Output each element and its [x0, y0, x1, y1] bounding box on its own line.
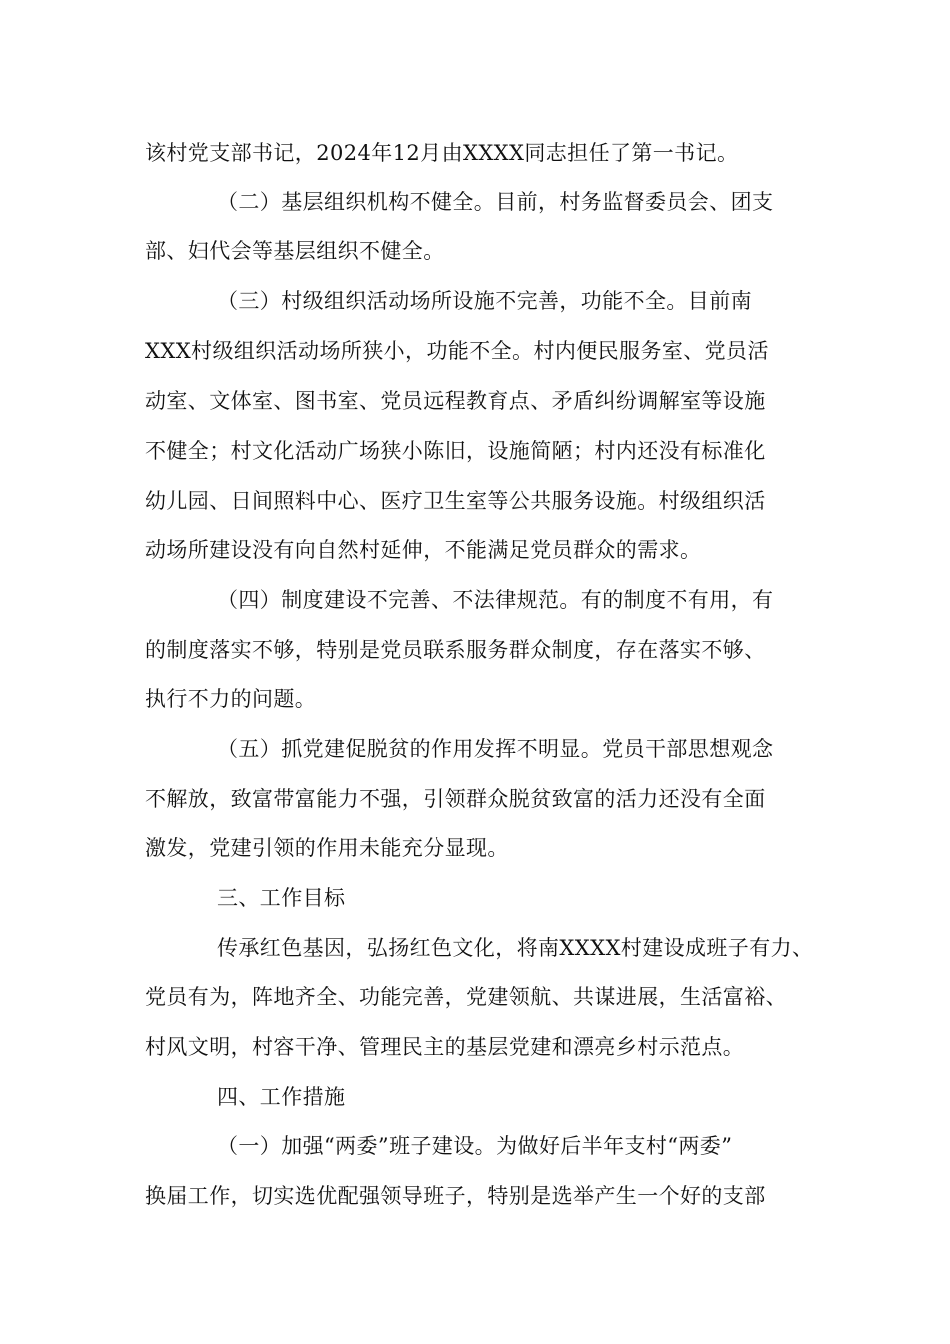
paragraph-line: （三）村级组织活动场所设施不完善，功能不全。目前南: [217, 289, 752, 313]
section-heading: 四、工作措施: [217, 1085, 346, 1109]
paragraph-line: 党员有为，阵地齐全、功能完善，党建领航、共谋进展，生活富裕、: [145, 985, 787, 1009]
paragraph-line: 动室、文体室、图书室、党员远程教育点、矛盾纠纷调解室等设施: [145, 389, 766, 413]
paragraph-line: 的制度落实不够，特别是党员联系服务群众制度，存在落实不够、: [145, 638, 766, 662]
paragraph-line: （四）制度建设不完善、不法律规范。有的制度不有用，有: [217, 588, 774, 612]
paragraph-line: （一）加强“两委”班子建设。为做好后半年支村“两委”: [217, 1134, 733, 1158]
paragraph-line: 幼儿园、日间照料中心、医疗卫生室等公共服务设施。村级组织活: [145, 489, 766, 513]
paragraph-line: 激发，党建引领的作用未能充分显现。: [145, 836, 509, 860]
paragraph-line: （五）抓党建促脱贫的作用发挥不明显。党员干部思想观念: [217, 737, 774, 761]
section-heading: 三、工作目标: [217, 886, 346, 910]
paragraph-line: 该村党支部书记，2024年12月由XXXX同志担任了第一书记。: [145, 141, 739, 165]
paragraph-line: 换届工作，切实选优配强领导班子，特别是选举产生一个好的支部: [145, 1184, 766, 1208]
paragraph-line: XXX村级组织活动场所狭小，功能不全。村内便民服务室、党员活: [145, 339, 769, 363]
paragraph-line: 不健全；村文化活动广场狭小陈旧，设施简陋；村内还没有标准化: [145, 439, 766, 463]
paragraph-line: 传承红色基因，弘扬红色文化，将南XXXX村建设成班子有力、: [217, 936, 814, 960]
paragraph-line: （二）基层组织机构不健全。目前，村务监督委员会、团支: [217, 190, 774, 214]
paragraph-line: 村风文明，村容干净、管理民主的基层党建和漂亮乡村示范点。: [145, 1035, 745, 1059]
paragraph-line: 不解放，致富带富能力不强，引领群众脱贫致富的活力还没有全面: [145, 787, 766, 811]
paragraph-line: 动场所建设没有向自然村延伸，不能满足党员群众的需求。: [145, 538, 702, 562]
paragraph-line: 部、妇代会等基层组织不健全。: [145, 239, 445, 263]
paragraph-line: 执行不力的问题。: [145, 687, 317, 711]
